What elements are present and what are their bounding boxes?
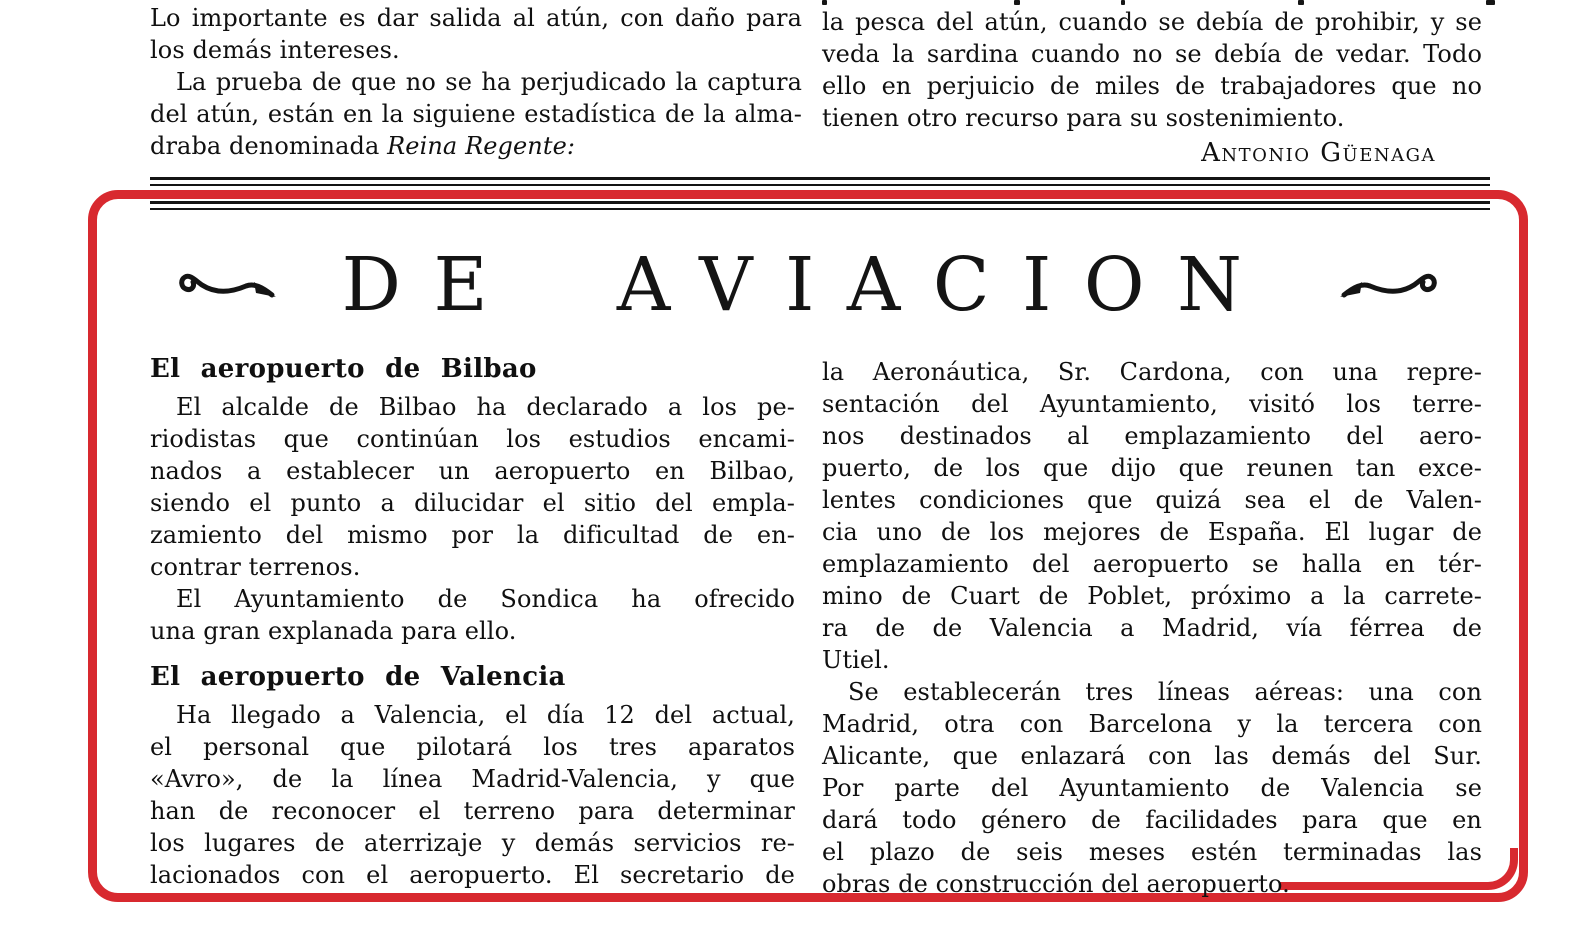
text-line: emplazamiento del aeropuerto se halla en tér- <box>822 550 1482 578</box>
text-line: del atún, están en la siguiene estadística de la alma- <box>150 100 802 128</box>
paragraph <box>822 356 1482 676</box>
text-line: riodistas que continúan los estudios encami- <box>150 425 795 453</box>
text-line: puerto, de los que dijo que reunen tan exce- <box>822 454 1482 482</box>
text-line <box>150 130 802 162</box>
text-line: la Aeronáutica, Sr. Cardona, con una repre- <box>822 358 1482 386</box>
text-line: ello en perjuicio de miles de trabajadores que no <box>822 72 1482 100</box>
text-line: sentación del Ayuntamiento, visitó los terre- <box>822 390 1482 418</box>
swash-ornament-right-icon <box>1340 265 1440 305</box>
article-column-left-top <box>150 2 802 162</box>
text-line: nados a establecer un aeropuerto en Bilbao, <box>150 457 795 485</box>
text-line: Utiel. <box>822 646 890 674</box>
text-line: los demás intereses. <box>150 36 400 64</box>
text-line: veda la sardina cuando no se debía de vedar. Todo <box>822 40 1482 68</box>
text-line: Por parte del Ayuntamiento de Valencia se <box>822 774 1482 802</box>
text-segment: draba denominada <box>150 132 388 160</box>
text-line: lacionados con el aeropuerto. El secretario de <box>150 861 795 889</box>
text-line: Alicante, que enlazará con las demás del Sur. <box>822 742 1482 770</box>
paragraph <box>822 6 1482 134</box>
text-line: una gran explanada para ello. <box>150 617 517 645</box>
paragraph <box>150 66 802 162</box>
swash-ornament-left-icon <box>176 265 276 305</box>
text-line: dará todo género de facilidades para que en <box>822 806 1482 834</box>
heading-aeropuerto-bilbao: El aeropuerto de Bilbao <box>150 354 537 384</box>
italic-text-segment: Reina Regente: <box>387 132 576 160</box>
text-line: ra de de Valencia a Madrid, vía férrea de <box>822 614 1482 642</box>
aviation-left-column <box>150 352 795 891</box>
text-line: obras de construcción del aeropuerto. <box>822 870 1290 898</box>
paragraph <box>150 583 795 647</box>
text-line: la pesca del atún, cuando se debía de prohibir, y se <box>822 8 1482 36</box>
section-title: DE AVIACION <box>341 242 1275 328</box>
paragraph <box>822 676 1482 900</box>
text-line: El Ayuntamiento de Sondica ha ofrecido <box>176 585 795 613</box>
text-line: los lugares de aterrizaje y demás servicios re- <box>150 829 795 857</box>
text-line: tienen otro recurso para su sostenimiento. <box>822 104 1345 132</box>
text-line: lentes condiciones que quizá sea el de Valen- <box>822 486 1482 514</box>
article-column-right-top <box>822 6 1482 169</box>
text-line: Se establecerán tres líneas aéreas: una con <box>848 678 1482 706</box>
text-line: el personal que pilotará los tres aparatos <box>150 733 795 761</box>
text-line: Madrid, otra con Barcelona y la tercera con <box>822 710 1482 738</box>
text-line: mino de Cuart de Poblet, próximo a la carrete- <box>822 582 1482 610</box>
section-title-row <box>88 240 1528 330</box>
text-line: El alcalde de Bilbao ha declarado a los pe- <box>176 393 795 421</box>
heading-aeropuerto-valencia: El aeropuerto de Valencia <box>150 662 566 692</box>
paragraph <box>150 391 795 583</box>
paragraph <box>150 699 795 891</box>
paragraph <box>150 2 802 66</box>
text-line: «Avro», de la línea Madrid-Valencia, y que <box>150 765 795 793</box>
text-line: nos destinados al emplazamiento del aero- <box>822 422 1482 450</box>
text-line: siendo el punto a dilucidar el sitio del empla- <box>150 489 795 517</box>
text-line: han de reconocer el terreno para determinar <box>150 797 795 825</box>
text-line: cia uno de los mejores de España. El lugar de <box>822 518 1482 546</box>
text-line: contrar terrenos. <box>150 553 361 581</box>
text-line: el plazo de seis meses estén terminadas las <box>822 838 1482 866</box>
aviation-right-column <box>822 356 1482 900</box>
double-rule-top <box>150 177 1490 186</box>
text-line: Ha llegado a Valencia, el día 12 del actual, <box>176 701 795 729</box>
text-line: La prueba de que no se ha perjudicado la captura <box>176 68 802 96</box>
text-line: zamiento del mismo por la dificultad de en- <box>150 521 795 549</box>
author-byline: Antonio Güenaga <box>1201 138 1436 168</box>
text-line: Lo importante es dar salida al atún, con daño para <box>150 4 802 32</box>
